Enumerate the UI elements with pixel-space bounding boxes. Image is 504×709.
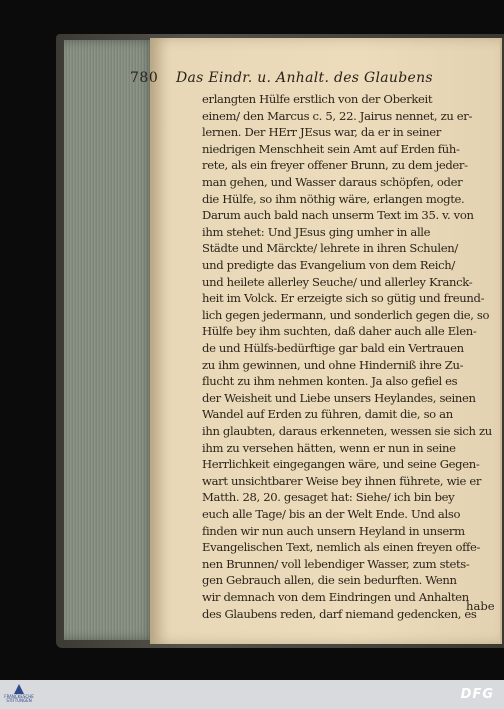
text-line: des Glaubens reden, darf niemand gedencken, es	[202, 606, 477, 621]
text-line: Wandel auf Erden zu führen, damit die, so an	[202, 407, 453, 422]
logo-label: FRANCKESCHE STIFTUNGEN	[4, 694, 34, 703]
footer-bar	[0, 680, 504, 709]
text-line: euch alle Tage/ bis an der Welt Ende. Und also	[202, 507, 461, 521]
text-line: der Weisheit und Liebe unsers Heylandes, seinen	[202, 390, 476, 405]
text-line: Hülfe bey ihm suchten, daß daher auch alle Elen-	[202, 324, 477, 339]
text-line: flucht zu ihm nehmen konten. Ja also gefiel es	[202, 374, 458, 389]
text-line: Herrlichkeit eingegangen wäre, und seine Gegen-	[202, 457, 480, 472]
logo-mark-icon	[14, 684, 24, 694]
text-line: rete, als ein freyer offener Brunn, zu dem jeder-	[202, 158, 468, 173]
text-line: ihm zu versehen hätten, wenn er nun in seine	[202, 440, 456, 455]
text-line: finden wir nun auch unsern Heyland in unserm	[202, 523, 465, 538]
text-line: und heilete allerley Seuche/ und allerley Kranck-	[202, 274, 473, 289]
text-line: Darum auch bald nach unserm Text im 35. v. von	[202, 208, 474, 223]
text-line: Evangelischen Text, nemlich als einen freyen offe-	[202, 540, 481, 555]
text-line: nen Brunnen/ voll lebendiger Wasser, zum stets-	[202, 556, 470, 571]
franckesche-stiftungen-logo[interactable]	[4, 682, 34, 707]
text-line: zu ihm gewinnen, und ohne Hinderniß ihre Zu-	[202, 357, 464, 372]
text-line: Städte und Märckte/ lehrete in ihren Schulen/	[202, 241, 458, 256]
page-edges	[64, 40, 159, 640]
running-head: Das Eindr. u. Anhalt. des Glaubens	[176, 70, 433, 86]
text-line: lich gegen jedermann, und sonderlich gegen die, so	[202, 307, 490, 322]
page-header	[130, 70, 500, 92]
text-line: niedrigen Menschheit sein Amt auf Erden füh-	[202, 141, 460, 156]
text-line: ihm stehet: Und JEsus ging umher in alle	[202, 224, 431, 239]
text-line: ihn glaubten, daraus erkenneten, wessen sie sich zu	[202, 424, 492, 438]
text-line: man gehen, und Wasser daraus schöpfen, oder	[202, 175, 463, 189]
text-line: die Hülfe, so ihm nöthig wäre, erlangen mogte.	[202, 191, 465, 206]
text-line: wart unsichtbarer Weise bey ihnen führete, wie er	[202, 473, 482, 488]
text-line: und predigte das Evangelium von dem Reich/	[202, 258, 455, 272]
text-line: einem/ den Marcus c. 5, 22. Jairus nennet, zu er-	[202, 108, 473, 123]
dfg-logo[interactable]: DFG	[460, 687, 494, 702]
text-line: lernen. Der HErr JEsus war, da er in seiner	[202, 125, 441, 140]
text-line: erlangten Hülfe erstlich von der Oberkeit	[202, 92, 433, 106]
text-line: heit im Volck. Er erzeigte sich so gütig und freund-	[202, 291, 485, 306]
catchword: habe	[466, 599, 495, 613]
text-line: wir demnach von dem Eindringen und Anhalten	[202, 590, 469, 604]
text-line: gen Gebrauch allen, die sein bedurften. Wenn	[202, 573, 457, 588]
page-number: 780	[130, 70, 159, 86]
text-line: de und Hülfs-bedürftige gar bald ein Vertrauen	[202, 341, 464, 355]
text-line: Matth. 28, 20. gesaget hat: Siehe/ ich bin bey	[202, 490, 455, 505]
